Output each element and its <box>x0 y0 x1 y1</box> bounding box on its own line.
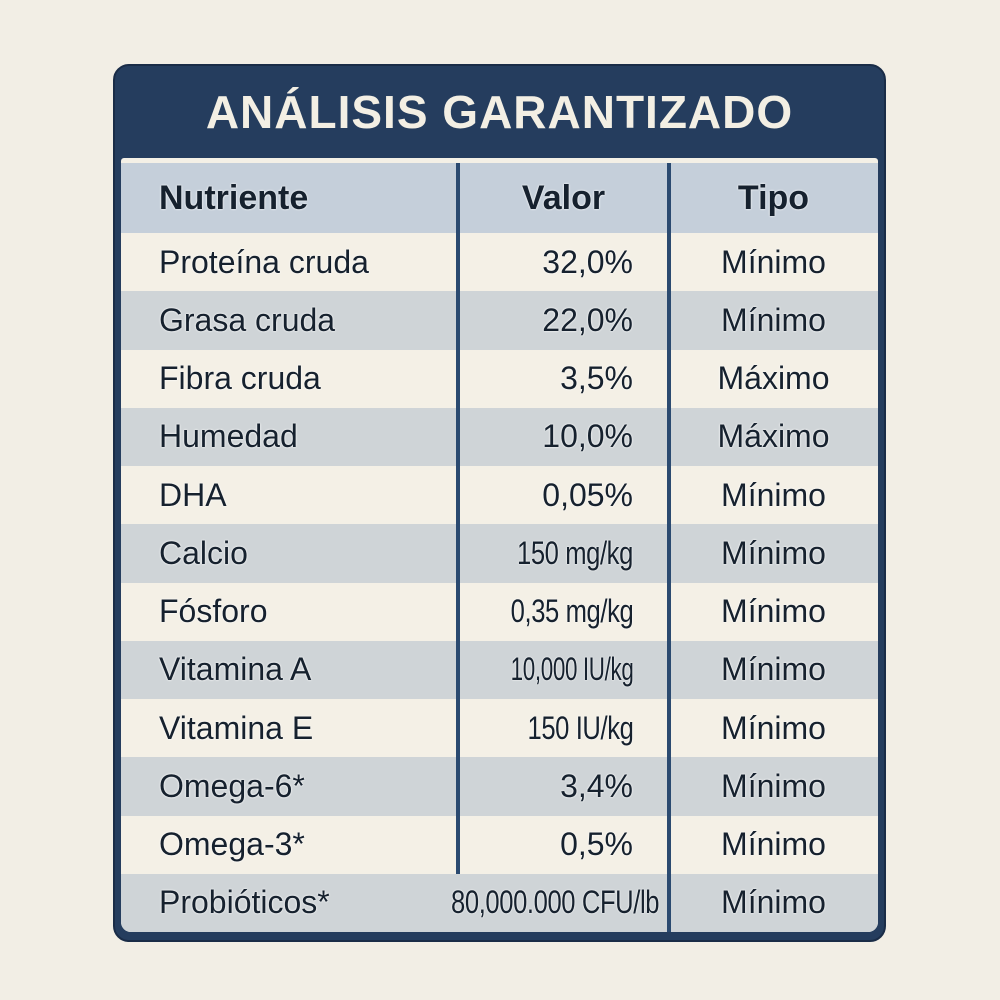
type-cell: Mínimo <box>721 243 826 280</box>
table-row <box>121 699 878 757</box>
table-row <box>121 291 878 349</box>
nutrient-cell <box>121 641 458 699</box>
nutrient-cell <box>121 350 458 408</box>
table-row <box>121 641 878 699</box>
table-row <box>121 874 878 932</box>
table-row <box>121 757 878 815</box>
nutrient-value: 0,35 mg/kg <box>510 593 633 630</box>
value-cell <box>458 466 669 524</box>
nutrient-name: Omega-3* <box>159 826 305 863</box>
value-cell <box>458 641 669 699</box>
nutrient-cell <box>121 233 458 291</box>
type-cell: Mínimo <box>721 767 826 804</box>
table-row <box>121 350 878 408</box>
column-divider-nutriente-valor <box>456 163 460 874</box>
nutrient-value: 150 IU/kg <box>527 709 633 746</box>
type-cell: Mínimo <box>721 476 826 513</box>
column-divider-valor-tipo <box>667 163 671 932</box>
type-cell: Mínimo <box>721 651 826 688</box>
nutrient-name: Fósforo <box>159 593 268 630</box>
value-cell <box>458 233 669 291</box>
nutrient-cell <box>121 466 458 524</box>
table-row <box>121 408 878 466</box>
nutrient-cell <box>121 583 458 641</box>
type-cell: Mínimo <box>721 884 826 921</box>
type-cell: Mínimo <box>721 826 826 863</box>
value-cell <box>458 583 669 641</box>
analysis-table <box>121 158 878 932</box>
table-body <box>121 233 878 932</box>
table-row <box>121 524 878 582</box>
value-cell <box>458 816 669 874</box>
nutrient-name: Proteína cruda <box>159 243 369 280</box>
value-cell <box>458 350 669 408</box>
nutrient-cell <box>121 699 458 757</box>
guaranteed-analysis-card <box>113 64 886 942</box>
table-row <box>121 466 878 524</box>
nutrient-value: 10,000 IU/kg <box>510 651 633 688</box>
value-cell <box>458 699 669 757</box>
nutrient-name: Calcio <box>159 534 248 571</box>
nutrient-cell <box>121 816 458 874</box>
nutrient-cell <box>121 524 458 582</box>
column-header-nutriente: Nutriente <box>159 178 309 217</box>
table-header-row <box>121 163 878 233</box>
nutrient-value: 22,0% <box>542 301 633 338</box>
nutrient-name: Humedad <box>159 418 298 455</box>
table-row <box>121 816 878 874</box>
nutrient-name: Vitamina A <box>159 651 312 688</box>
nutrient-value: 3,4% <box>560 767 633 804</box>
nutrient-name: Grasa cruda <box>159 301 336 338</box>
nutrient-value: 0,05% <box>542 476 633 513</box>
nutrient-cell <box>121 291 458 349</box>
nutrient-name: Vitamina E <box>159 709 314 746</box>
nutrient-cell <box>121 757 458 815</box>
nutrient-value: 10,0% <box>542 418 633 455</box>
type-cell: Mínimo <box>721 534 826 571</box>
value-cell <box>458 524 669 582</box>
nutrient-value: 80,000.000 CFU/lb <box>450 884 659 921</box>
type-cell: Máximo <box>717 360 830 397</box>
nutrient-cell <box>121 408 458 466</box>
nutrient-name: Fibra cruda <box>159 360 321 397</box>
value-cell <box>458 291 669 349</box>
nutrient-name: Omega-6* <box>159 767 305 804</box>
table-row <box>121 233 878 291</box>
value-cell <box>458 757 669 815</box>
value-cell <box>458 408 669 466</box>
nutrient-cell <box>121 874 669 932</box>
column-header-tipo: Tipo <box>737 178 810 217</box>
nutrient-value: 3,5% <box>560 360 633 397</box>
type-cell: Mínimo <box>721 593 826 630</box>
type-cell: Mínimo <box>721 301 826 338</box>
nutrient-name: Probióticos* <box>159 884 330 921</box>
nutrient-value: 150 mg/kg <box>517 534 633 571</box>
nutrient-name: DHA <box>159 476 227 513</box>
type-cell: Mínimo <box>721 709 826 746</box>
table-row <box>121 583 878 641</box>
nutrient-value: 32,0% <box>542 243 633 280</box>
card-title: ANÁLISIS GARANTIZADO <box>205 86 794 138</box>
nutrient-value: 0,5% <box>560 826 633 863</box>
column-header-valor: Valor <box>521 178 606 217</box>
type-cell: Máximo <box>717 418 830 455</box>
